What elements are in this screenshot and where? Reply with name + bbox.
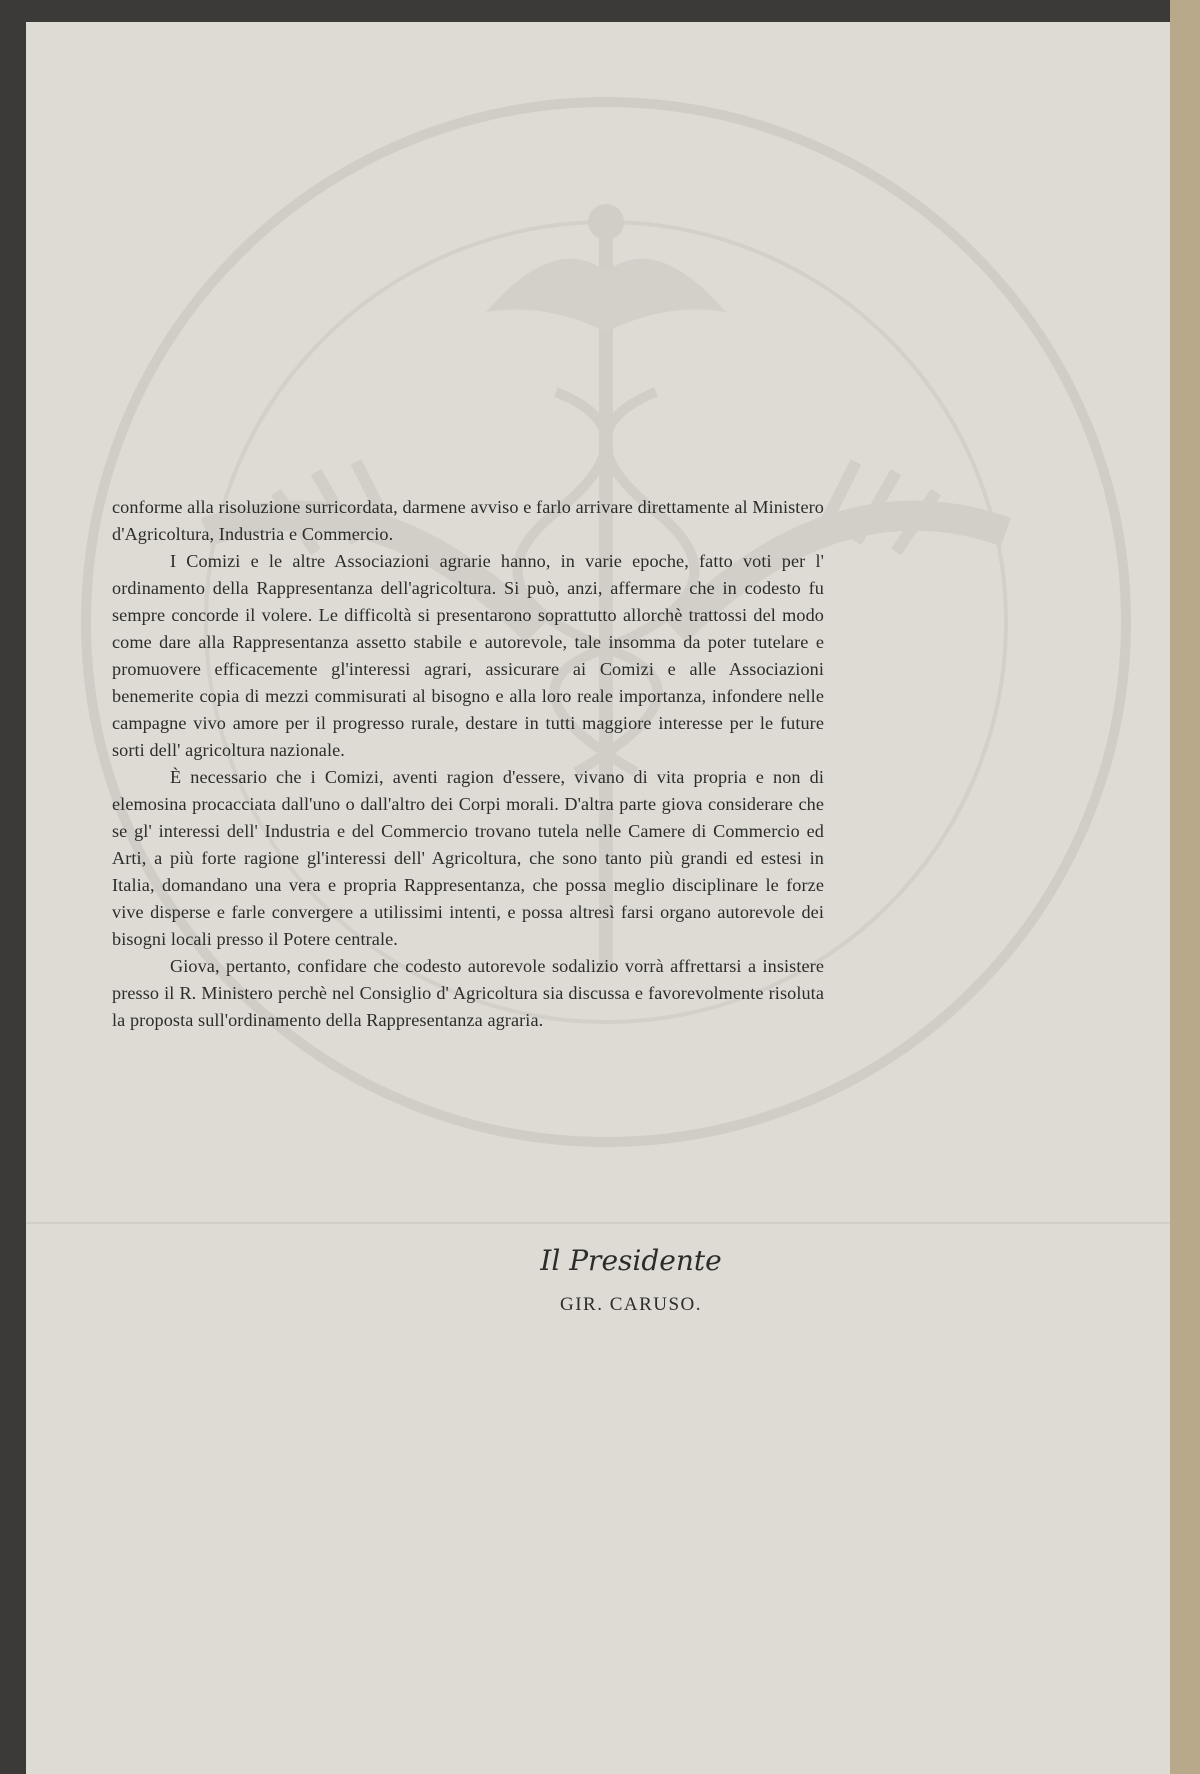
paragraph-4: Giova, pertanto, confidare che codesto autorevole sodalizio vorrà affrettarsi a insistere presso il R. Ministero perchè nel Consiglio d' Agricoltura sia discussa e favorevolmente risoluta la proposta sull'ordinamento della Rappresentanza agraria. [112,956,824,1030]
paragraph-1: conforme alla risoluzione surricordata, darmene avviso e farlo arrivare direttamente al Ministero d'Agricoltura, Industria e Commercio. [112,497,824,544]
binding-edge [1170,0,1200,1774]
document-page [26,22,1170,1774]
signature-title: Il Presidente [540,1244,722,1277]
paragraph-3: È necessario che i Comizi, aventi ragion d'essere, vivano di vita propria e non di elemosina procacciata dall'uno o dall'altro dei Corpi morali. D'altra parte giova considerare che se gl' interessi dell' Industria e del Commercio trovano tutela nelle Camere di Commercio ed Arti, a più forte ragione gl'interessi dell' Agricoltura, che sono tanto più grandi ed estesi in Italia, domandano una vera e propria Rappresentanza, che possa meglio disciplinare le forze vive disperse e farle convergere a utilissimi intenti, e possa altresì farsi organo autorevole dei bisogni locali presso il Potere centrale. [112,767,824,949]
fold-line [26,1222,1170,1224]
signature-name: GIR. CARUSO. [559,1294,703,1315]
letter-body [112,494,824,1034]
paragraph-2: I Comizi e le altre Associazioni agrarie hanno, in varie epoche, fatto voti per l' ordinamento della Rappresentanza dell'agricoltura. Si può, anzi, affermare che in codesto fu sempre concorde il volere. Le difficoltà si presentarono soprattutto allorchè trattossi del modo come dare alla Rappresentanza assetto stabile e autorevole, tale insomma da poter tutelare e promuovere efficacemente gl'interessi agrari, assicurare ai Comizi e alle Associazioni benemerite copia di mezzi commisurati al bisogno e alla loro reale importanza, infondere nelle campagne vivo amore per il progresso rurale, destare in tutti maggiore interesse per le future sorti dell' agricoltura nazionale. [112,551,824,760]
